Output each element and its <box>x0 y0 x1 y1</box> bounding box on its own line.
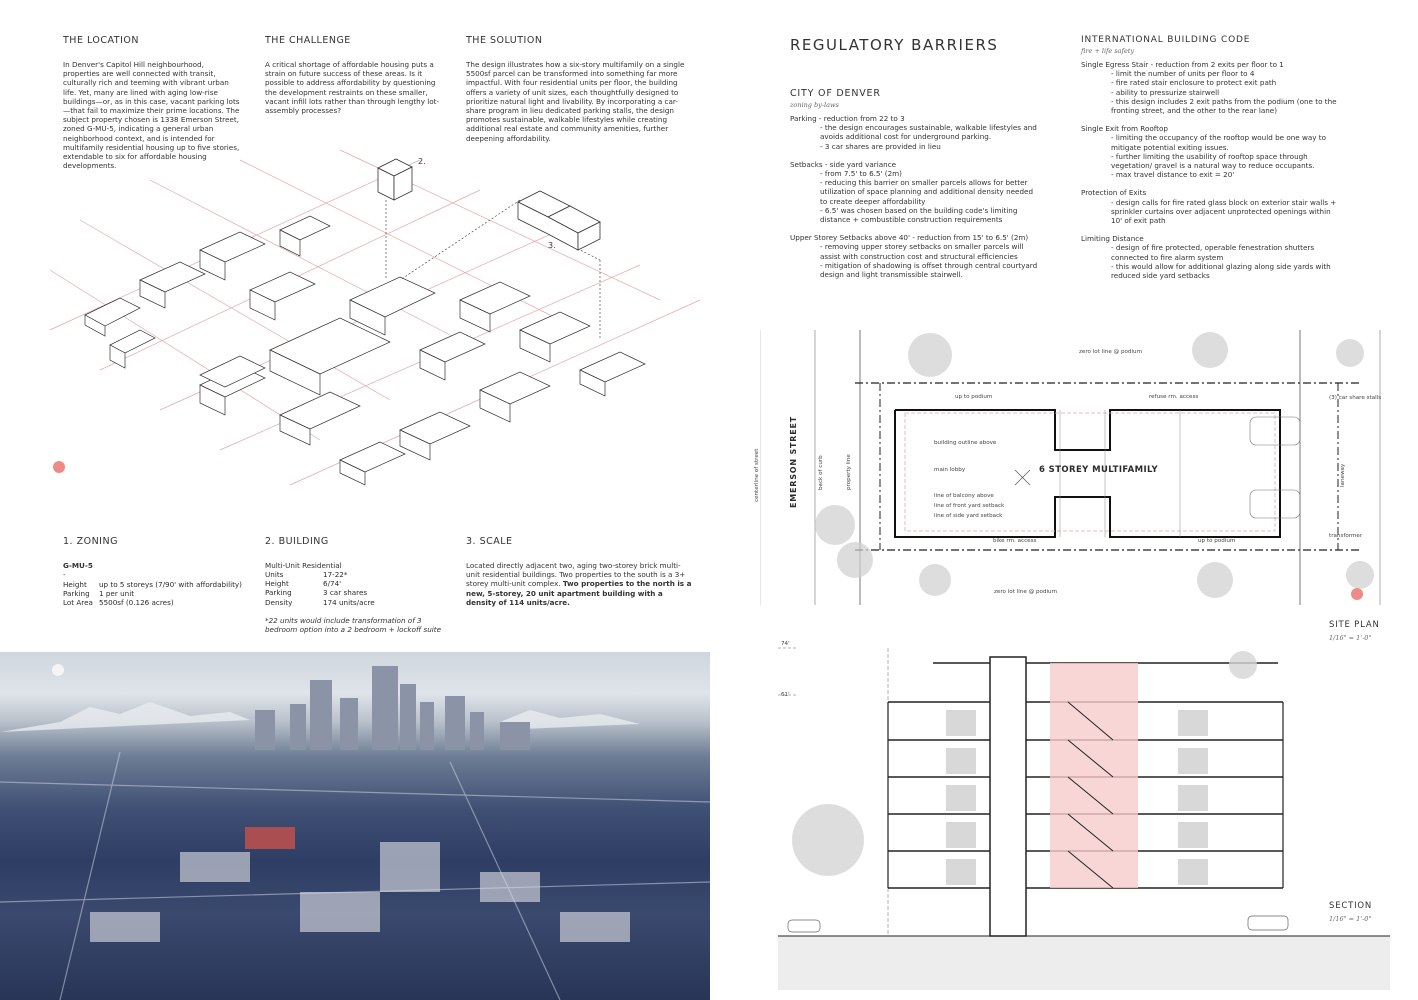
ibc-item-line: - fire rated stair enclosure to protect exit path <box>1111 78 1277 88</box>
zoning-dash: - <box>63 570 66 579</box>
elevator-core <box>990 657 1026 936</box>
building-key: Height <box>265 579 289 589</box>
site-plan-scale: 1/16" = 1'-0" <box>1329 634 1372 642</box>
bike-access-label: bike rm. access <box>993 538 1037 544</box>
location-text: In Denver's Capitol Hill neighbourhood, properties are well connected with transit, culturally rich and teeming with vibrant urban life. Yet, many are lined with aging low-rise buildings—or, as in this case, vacant parking lots—that fail to maximize their prime locations. The subject property chosen is 1338 Emerson Street, zoned G-MU-5, indicating a general urban neighborhood context, and is intended for multifamily residential housing up to five stories, extendable to six for affordable housing developments. <box>63 60 240 171</box>
ibc-item-line: - design calls for fire rated glass block on exterior stair walls + sprinkler curtains over adjacent unprotected openings within 10' of exit path <box>1111 197 1337 226</box>
zoning-key: Height <box>63 580 87 589</box>
solution-text: The design illustrates how a six-story multifamily on a single 5500sf parcel can be transformed into something far more impactful. With four residential units per floor, the building offers a variety of unit sizes, each thoughtfully designed to prioritize natural light and livability. By incorporating a car-share program in lieu dedicated parking stalls, the design promotes sustainable, walkable lifestyles while creating additional real estate and community amenities, further deepening affordability. <box>466 60 685 143</box>
ground <box>778 936 1390 990</box>
ibc-item-line: - ability to pressurize stairwell <box>1111 87 1220 97</box>
skyline <box>255 666 530 750</box>
challenge-heading: THE CHALLENGE <box>265 35 351 46</box>
zoning-key: Lot Area <box>63 598 93 608</box>
building-table <box>265 570 375 607</box>
accent-dot-right <box>1351 588 1363 600</box>
transformer-label: transformer <box>1329 533 1363 539</box>
ibc-items <box>1081 60 1343 280</box>
ibc-item-line: - this would allow for additional glazing along side yards with reduced side yard setbacks <box>1111 261 1331 281</box>
scale-text <box>466 561 694 607</box>
side-setback-label: line of side yard setback <box>934 513 1003 519</box>
city-item-line: - 6.5' was chosen based on the building code's limiting distance + combustible construction requirements <box>820 205 1018 225</box>
photo-dot <box>52 664 64 676</box>
property-line-label: property line <box>846 454 852 490</box>
zoning-table <box>63 580 242 608</box>
ibc-item-line: - further limiting the usability of rooftop space through vegetation/ gravel is a natural way to reduce occupants. <box>1111 151 1315 171</box>
city-items <box>790 114 1038 279</box>
centerline-label: centerline of street <box>754 448 760 502</box>
car-right <box>1248 916 1288 930</box>
scale-text-b: Two properties to the north is a new, 5-storey, 20 unit apartment building with a density of 114 units/acre. <box>466 579 692 607</box>
height-74-label: 74' <box>781 641 790 647</box>
building-note: *22 units would include transformation of 3 bedroom option into a 2 bedroom + lockoff suite <box>265 616 441 635</box>
city-item-line: - removing upper storey setbacks on smaller parcels will assist with construction cost and structural efficiencies <box>820 242 1024 261</box>
city-item-line: - mitigation of shadowing is offset through central courtyard design and light transmissible stairwell. <box>820 260 1038 280</box>
car-left <box>788 920 820 932</box>
scale-text-a: Located directly adjacent two, aging two-storey brick multi-unit residential buildings. Two properties to the south is a 3+ storey multi-unit complex. <box>466 561 686 589</box>
car-share-label: (3) car share stalls <box>1329 395 1382 401</box>
axon-label-3: 3. <box>548 241 556 250</box>
ibc-item-line: - max travel distance to exit = 20' <box>1111 170 1235 180</box>
accent-dot <box>53 461 65 473</box>
regulatory-title: REGULATORY BARRIERS <box>790 36 999 54</box>
ibc-item-line: - this design includes 2 exit paths from the podium (one to the fronting street, and the other to the rear lane) <box>1111 96 1337 116</box>
zoning-value: up to 5 storeys (7/90' with affordability) <box>99 580 242 589</box>
axonometric-city-diagram <box>40 140 710 490</box>
city-item-title: Upper Storey Setbacks above 40' - reduction from 15' to 6.5' (2m) <box>790 233 1029 243</box>
zoning-key: Parking <box>63 589 90 599</box>
balcony-line-label: line of balcony above <box>934 493 994 499</box>
building-value: 174 units/acre <box>323 597 375 607</box>
city-subheading: zoning by-laws <box>790 101 839 109</box>
laneway-label: laneway <box>1340 463 1346 487</box>
ibc-heading: INTERNATIONAL BUILDING CODE <box>1081 35 1251 45</box>
section-title: SECTION <box>1329 901 1373 911</box>
section-drawing <box>778 640 1393 990</box>
building-label: 6 STOREY MULTIFAMILY <box>1039 465 1159 475</box>
zero-lot-bottom-label: zero lot line @ podium <box>994 589 1058 595</box>
building-type: Multi-Unit Residential <box>265 561 342 570</box>
street-label: EMERSON STREET <box>789 415 798 508</box>
ibc-item-line: - limiting the occupancy of the rooftop would be one way to mitigate potential exiting issues. <box>1111 133 1327 152</box>
ibc-item-line: - design of fire protected, operable fenestration shutters connected to fire alarm system <box>1111 243 1315 262</box>
aerial-photo-illustration <box>0 652 710 1000</box>
up-to-podium-top-label: up to podium <box>955 394 993 400</box>
main-lobby-label: main lobby <box>934 467 966 473</box>
city-item-title: Parking - reduction from 22 to 3 <box>790 114 905 123</box>
city-item-line: - reducing this barrier on smaller parcels allows for better utilization of space planning and additional density needed to create deeper affordability <box>820 178 1034 206</box>
building-key: Units <box>265 570 284 579</box>
zoning-heading: 1. ZONING <box>63 536 118 547</box>
aerial-photo <box>0 652 710 1000</box>
city-item-line: - 3 car shares are provided in lieu <box>820 141 941 151</box>
building-value: 3 car shares <box>323 588 368 598</box>
floating-building-3 <box>518 191 600 250</box>
zoning-value: 5500sf (0.126 acres) <box>99 598 174 608</box>
challenge-text: A critical shortage of affordable housing puts a strain on future success of these areas. Is it possible to address affordability by questioning the development restraints on these smaller, vacant infill lots rather than through lengthy lot-assembly processes? <box>265 60 440 116</box>
ibc-item-title: Single Egress Stair - reduction from 2 exits per floor to 1 <box>1081 60 1284 69</box>
ibc-item-title: Protection of Exits <box>1081 188 1147 198</box>
section-scale: 1/16" = 1'-0" <box>1329 915 1372 923</box>
building-key: Parking <box>265 588 292 598</box>
zero-lot-top-label: zero lot line @ podium <box>1079 349 1143 355</box>
building-value: 6/74' <box>323 579 342 589</box>
zoning-value: 1 per unit <box>99 589 135 599</box>
building-value: 17-22* <box>323 570 348 579</box>
refuse-access-label: refuse rm. access <box>1149 394 1199 400</box>
city-heading: CITY OF DENVER <box>790 88 881 99</box>
building-heading: 2. BUILDING <box>265 536 329 547</box>
city-item-line: - the design encourages sustainable, walkable lifestyles and avoids additional cost for underground parking. <box>820 123 1037 142</box>
site-plan-title: SITE PLAN <box>1329 620 1380 630</box>
up-to-podium-bottom-label: up to podium <box>1198 538 1236 544</box>
axon-label-2: 2. <box>418 157 426 166</box>
height-61-label: 61' <box>781 692 790 698</box>
building-key: Density <box>265 597 293 607</box>
outline-above-label: building outline above <box>934 440 997 446</box>
zoning-code: G-MU-5 <box>63 561 93 570</box>
highlight-roof <box>245 827 295 849</box>
solution-heading: THE SOLUTION <box>466 35 543 46</box>
floating-building-2 <box>378 159 412 200</box>
front-setback-label: line of front yard setback <box>934 503 1005 509</box>
scale-heading: 3. SCALE <box>466 536 513 547</box>
back-of-curb-label: back of curb <box>818 455 824 490</box>
city-item-line: - from 7.5' to 6.5' (2m) <box>820 169 902 179</box>
ibc-subheading: fire + life safety <box>1081 47 1135 55</box>
ibc-item-line: - limit the number of units per floor to 4 <box>1111 69 1255 79</box>
city-blocks <box>85 216 645 485</box>
ibc-item-title: Single Exit from Rooftop <box>1081 124 1168 134</box>
ibc-item-title: Limiting Distance <box>1081 234 1144 244</box>
stair-glass <box>1050 663 1138 888</box>
location-heading: THE LOCATION <box>63 35 139 46</box>
city-item-title: Setbacks - side yard variance <box>790 159 897 169</box>
